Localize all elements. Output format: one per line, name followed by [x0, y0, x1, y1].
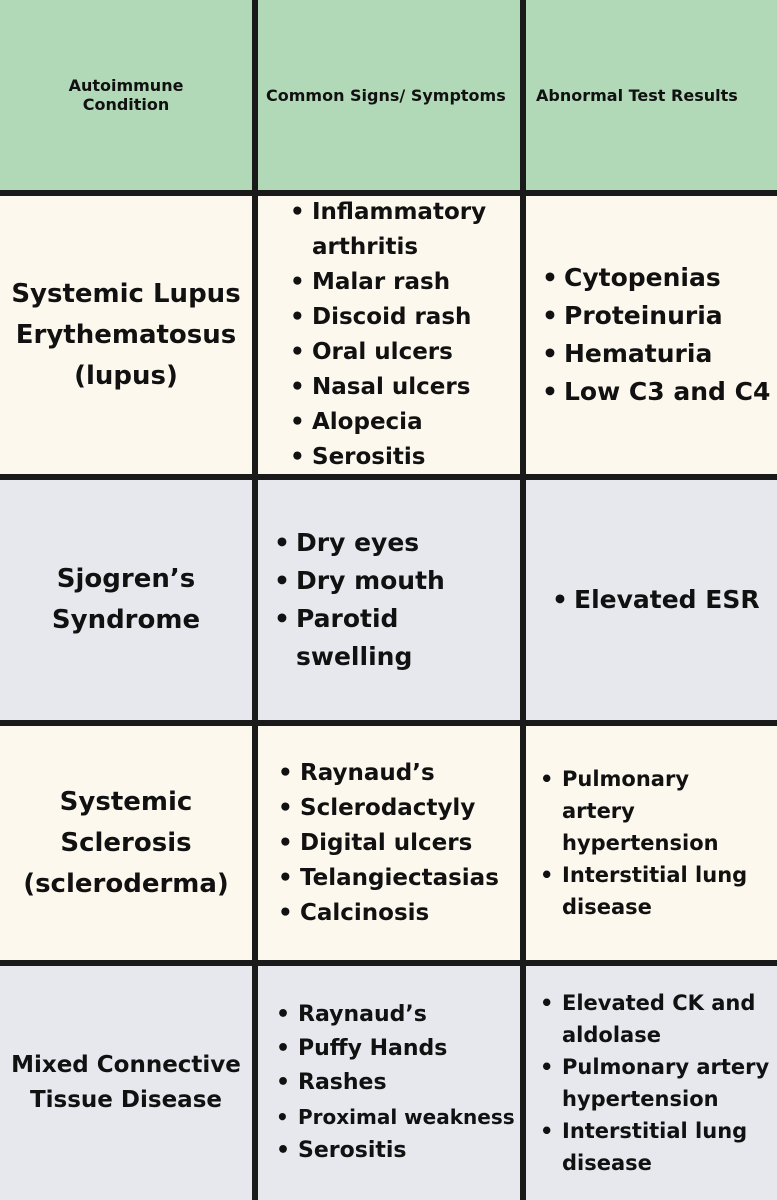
- condition-cell: [0, 726, 252, 960]
- signs-cell: [258, 726, 520, 960]
- condition-name: Mixed Connective Tissue Disease: [11, 1052, 241, 1113]
- list-item: • Elevated ESR: [546, 581, 760, 619]
- list-item: • Malar rash: [284, 265, 512, 300]
- list-item: • Pulmonary artery hypertension: [534, 1051, 772, 1115]
- table-row: [0, 966, 777, 1200]
- results-cell: [526, 966, 777, 1200]
- condition-cell: [0, 196, 252, 474]
- list-item: • Rashes: [270, 1066, 515, 1100]
- list-item: • Interstitial lung disease: [534, 859, 767, 923]
- list-item: • Oral ulcers: [284, 335, 512, 370]
- list-item: • Nasal ulcers: [284, 370, 512, 405]
- list-item: • Interstitial lung disease: [534, 1115, 772, 1179]
- signs-list: [268, 524, 520, 676]
- table-row: [0, 726, 777, 960]
- header-results: Abnormal Test Results: [526, 0, 777, 190]
- list-item: • Hematuria: [536, 335, 770, 373]
- list-item: • Serositis: [284, 440, 512, 475]
- condition-cell: [0, 966, 252, 1200]
- list-item: • Dry eyes: [268, 524, 520, 562]
- results-list: [534, 763, 767, 923]
- list-item: • Raynaud’s: [270, 998, 515, 1032]
- signs-list: [284, 195, 512, 475]
- list-item: • Alopecia: [284, 405, 512, 440]
- list-item: • Calcinosis: [272, 896, 499, 931]
- header-condition: Autoimmune Condition: [0, 0, 252, 190]
- list-item: • Cytopenias: [536, 259, 770, 297]
- header-signs: Common Signs/ Symptoms: [258, 0, 520, 190]
- list-item: • Dry mouth: [268, 562, 520, 600]
- results-list: [536, 259, 770, 411]
- table-row: [0, 480, 777, 720]
- signs-cell: [258, 966, 520, 1200]
- table-row: [0, 196, 777, 474]
- condition-cell: [0, 480, 252, 720]
- results-list: [546, 581, 760, 619]
- list-item: • Discoid rash: [284, 300, 512, 335]
- results-cell: [526, 726, 777, 960]
- results-cell: [526, 480, 777, 720]
- list-item: • Inflammatory arthritis: [284, 195, 512, 265]
- list-item: • Low C3 and C4: [536, 373, 770, 411]
- signs-cell: [258, 196, 520, 474]
- list-item: • Proximal weakness: [270, 1100, 515, 1134]
- results-list: [534, 987, 772, 1179]
- signs-list: [272, 756, 499, 931]
- list-item: • Sclerodactyly: [272, 791, 499, 826]
- list-item: • Pulmonary artery hypertension: [534, 763, 767, 859]
- condition-name: Systemic Sclerosis (scleroderma): [23, 786, 229, 899]
- results-cell: [526, 196, 777, 474]
- list-item: • Elevated CK and aldolase: [534, 987, 772, 1051]
- list-item: • Puffy Hands: [270, 1032, 515, 1066]
- list-item: • Raynaud’s: [272, 756, 499, 791]
- signs-list: [270, 998, 515, 1168]
- condition-name: Systemic Lupus Erythematosus (lupus): [11, 278, 241, 391]
- list-item: • Digital ulcers: [272, 826, 499, 861]
- list-item: • Proteinuria: [536, 297, 770, 335]
- list-item: • Serositis: [270, 1134, 515, 1168]
- table-header-row: [0, 0, 777, 190]
- condition-name: Sjogren’s Syndrome: [51, 564, 201, 635]
- list-item: • Parotid swelling: [268, 600, 520, 676]
- list-item: • Telangiectasias: [272, 861, 499, 896]
- signs-cell: [258, 480, 520, 720]
